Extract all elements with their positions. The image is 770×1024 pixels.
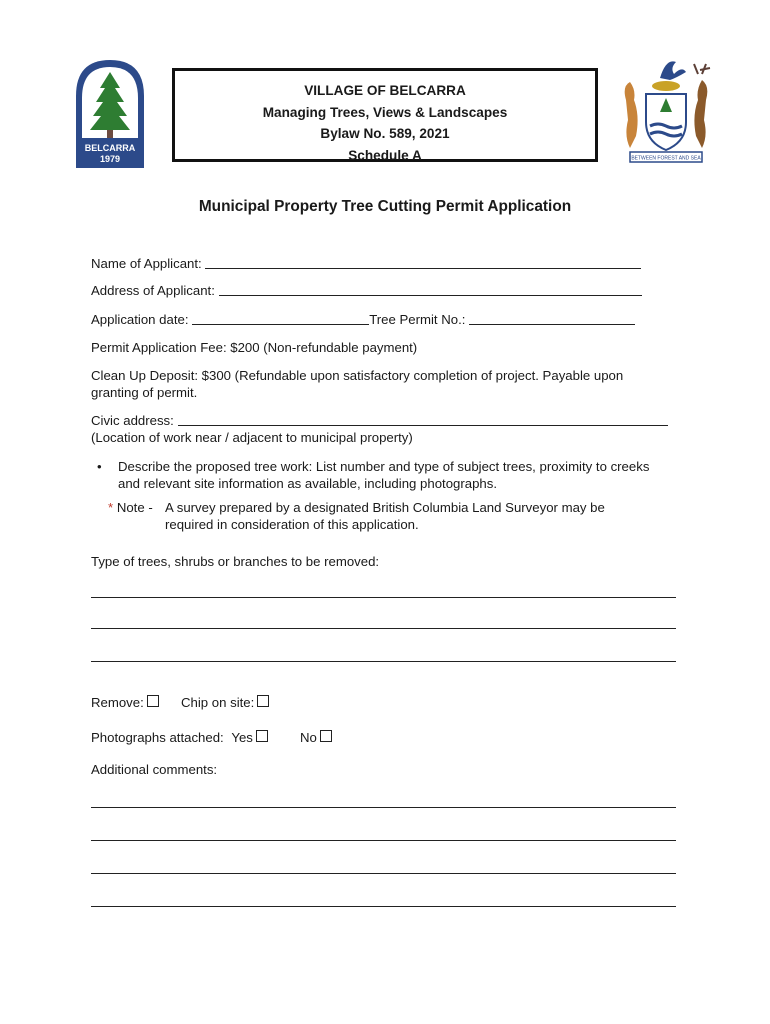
applicant-name-row	[91, 256, 641, 271]
application-date-field[interactable]	[192, 312, 369, 325]
comments-line-4[interactable]	[91, 906, 676, 907]
note-text-2: required in consideration of this application.	[165, 517, 419, 532]
chip-checkbox[interactable]	[257, 695, 269, 707]
deposit-text-1: Clean Up Deposit: $300 (Refundable upon satisfactory completion of project. Payable upon	[91, 368, 624, 383]
note-label-text: Note -	[116, 500, 153, 515]
photos-no-label: No	[300, 730, 317, 745]
civic-note: (Location of work near / adjacent to municipal property)	[91, 430, 413, 445]
bullet-text-1: Describe the proposed tree work: List number and type of subject trees, proximity to creeks	[118, 459, 650, 474]
note-label	[108, 500, 153, 515]
photos-no-option	[300, 730, 332, 745]
comments-line-2[interactable]	[91, 840, 676, 841]
note-star-icon: *	[108, 500, 114, 515]
note-text-1: A survey prepared by a designated British Columbia Land Surveyor may be	[165, 500, 605, 515]
trees-label: Type of trees, shrubs or branches to be removed:	[91, 554, 380, 569]
header-subtitle: Managing Trees, Views & Landscapes	[262, 104, 508, 120]
form-title: Municipal Property Tree Cutting Permit Application	[198, 198, 572, 215]
crest-motto: BETWEEN FOREST AND SEA	[631, 155, 701, 162]
comments-label: Additional comments:	[91, 762, 218, 777]
civic-address-label: Civic address:	[91, 413, 174, 428]
header-schedule: Schedule A	[348, 147, 422, 163]
applicant-address-row	[91, 283, 642, 298]
civic-address-row	[91, 413, 668, 428]
coat-of-arms	[620, 56, 712, 166]
chip-label: Chip on site:	[181, 695, 255, 710]
remove-label: Remove:	[91, 695, 144, 710]
remove-option	[91, 695, 159, 710]
tree-permit-label: Tree Permit No.:	[369, 312, 466, 327]
applicant-name-label: Name of Applicant:	[91, 256, 202, 271]
remove-checkbox[interactable]	[147, 695, 159, 707]
logo-name: BELCARRA	[84, 143, 136, 153]
applicant-address-label: Address of Applicant:	[91, 283, 215, 298]
trees-line-3[interactable]	[91, 661, 676, 662]
bullet-icon: •	[97, 459, 102, 474]
civic-address-field[interactable]	[178, 413, 668, 426]
header-bylaw: Bylaw No. 589, 2021	[320, 126, 450, 141]
bullet-text-2: and relevant site information as available, including photographs.	[118, 476, 498, 491]
fee-text: Permit Application Fee: $200 (Non-refundable payment)	[91, 340, 418, 355]
photos-yes-checkbox[interactable]	[256, 730, 268, 742]
logo-year: 1979	[99, 154, 121, 164]
chip-option	[181, 695, 269, 710]
header-village: VILLAGE OF BELCARRA	[304, 83, 466, 98]
header-box	[172, 68, 598, 162]
tree-permit-field[interactable]	[469, 312, 635, 325]
photos-no-checkbox[interactable]	[320, 730, 332, 742]
applicant-name-field[interactable]	[205, 256, 641, 269]
photos-yes-label: Yes	[231, 730, 253, 745]
comments-line-3[interactable]	[91, 873, 676, 874]
trees-line-2[interactable]	[91, 628, 676, 629]
comments-line-1[interactable]	[91, 807, 676, 808]
date-permit-row	[91, 312, 635, 327]
belcarra-logo	[74, 58, 146, 170]
photos-row	[91, 730, 268, 745]
trees-line-1[interactable]	[91, 597, 676, 598]
deposit-text-2: granting of permit.	[91, 385, 198, 400]
application-date-label: Application date:	[91, 312, 189, 327]
applicant-address-field[interactable]	[219, 283, 642, 296]
photos-label: Photographs attached:	[91, 730, 224, 745]
